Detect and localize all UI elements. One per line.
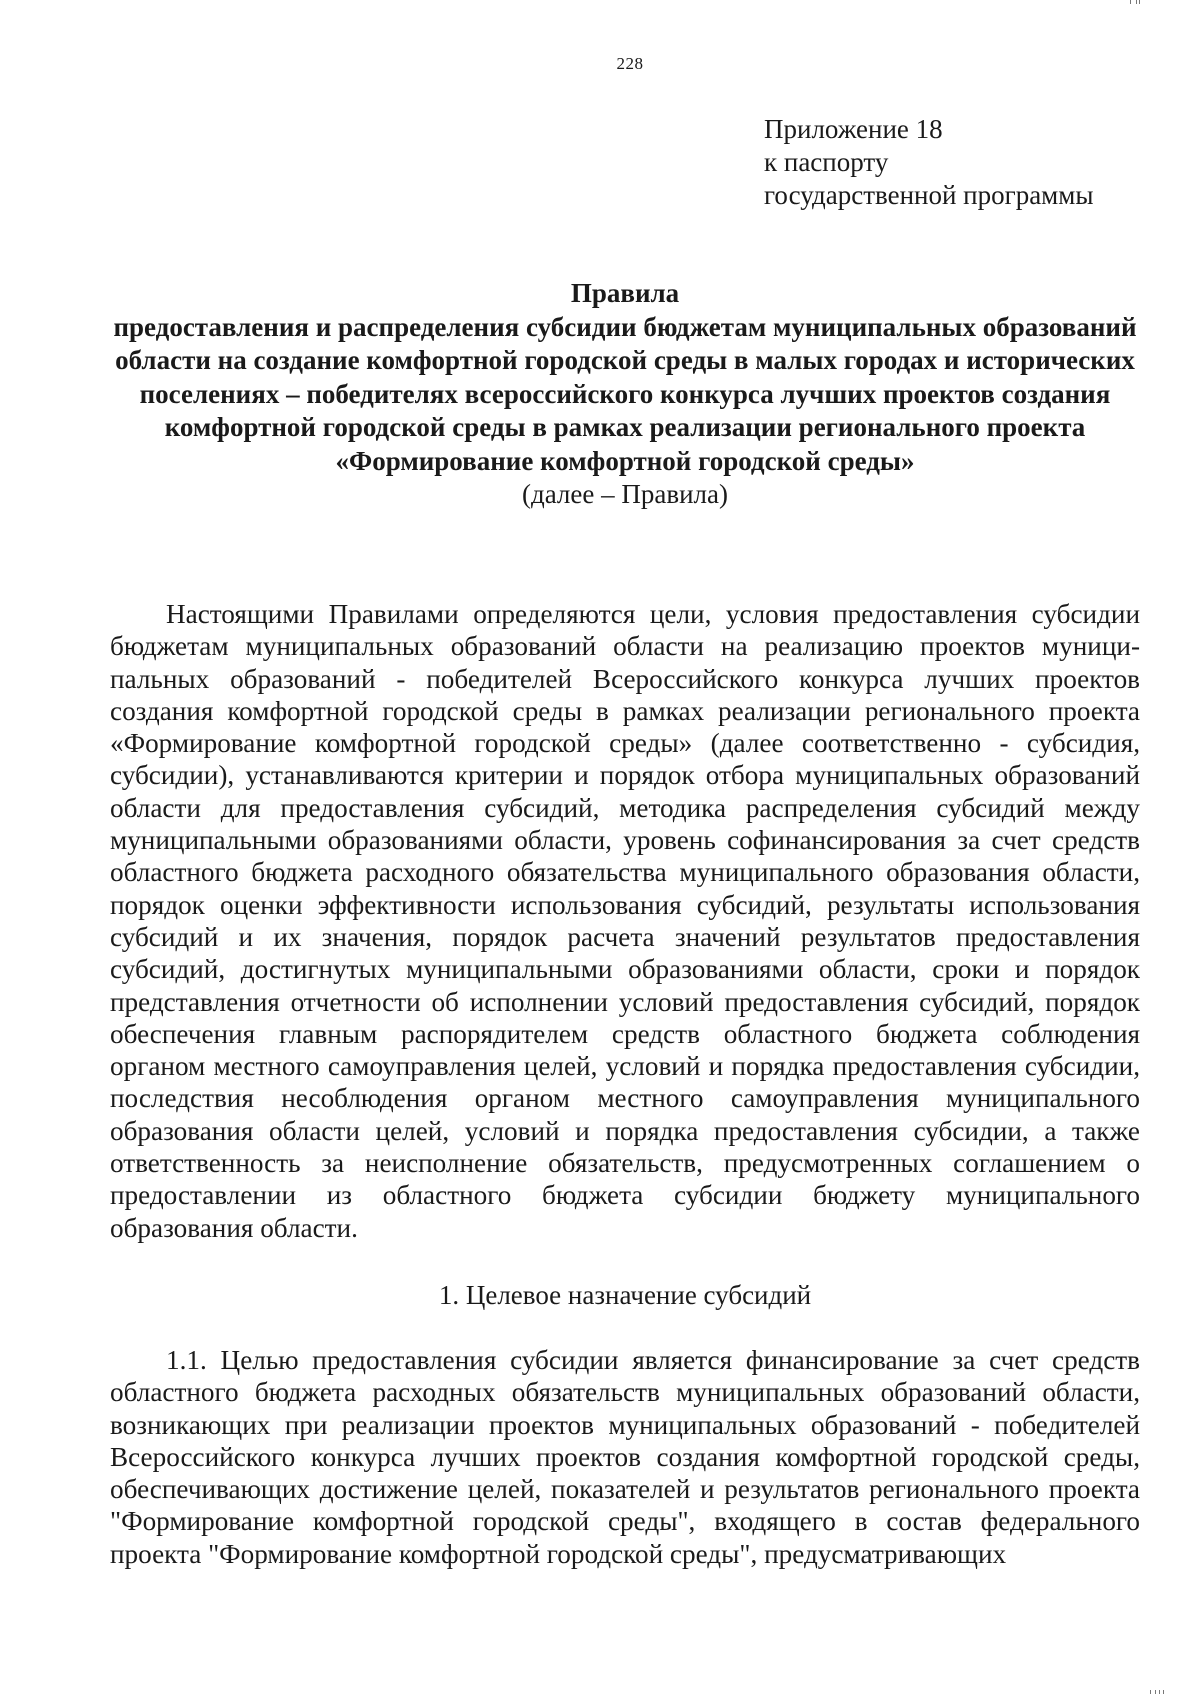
clause-1-1: 1.1. Целью предоставления субсидии является финансирование за счет средств областного бюджета расходных обязательств муниципальных образований области, возникающих при реализации проектов муниципальных образований - победителей Всероссийского конкурса лучших проектов создания комфортной городской среды, обеспечивающих достижение целей, показателей и результатов регионального проекта "Формирование комфортной городской среды", входящего в состав федерального проекта "Формирование комфортной городской среды", предусматривающих bbox=[110, 1345, 1140, 1569]
section-heading-1: 1. Целевое назначение субсидий bbox=[438, 1280, 812, 1310]
scan-artifact bbox=[1130, 0, 1131, 4]
appendix-line-2: к паспорту bbox=[764, 147, 889, 177]
title-short-name: (далее – Правила) bbox=[521, 479, 729, 509]
title-heading: Правила bbox=[570, 278, 680, 308]
clause-section bbox=[110, 1344, 1140, 1570]
appendix-reference bbox=[764, 113, 1094, 212]
scan-artifact bbox=[1163, 1690, 1164, 1694]
appendix-line-3: государственной программы bbox=[764, 180, 1094, 210]
scan-artifact bbox=[1159, 1690, 1160, 1694]
page-number: 228 bbox=[616, 54, 644, 73]
intro-section bbox=[110, 598, 1140, 1244]
scan-artifact bbox=[1136, 0, 1137, 4]
appendix-line-1: Приложение 18 bbox=[764, 114, 943, 144]
document-title bbox=[110, 277, 1140, 512]
title-subtitle: предоставления и распределения субсидии бюджетам муниципальных образований области на создание комфортной городской среды в малых городах и исторических поселениях – победителях всероссийского конкурса лучших проектов создания комфортной городской среды в рамках реализации регионального проекта «Формирование комфортной городской среды» bbox=[113, 311, 1137, 476]
scan-artifact bbox=[1139, 0, 1140, 4]
scan-artifact bbox=[1155, 1690, 1156, 1694]
scan-artifact bbox=[1150, 1690, 1151, 1694]
intro-paragraph: Настоящими Правилами определяются цели, условия предоставления субсидии бюджетам муниципальных образований области на реализацию проектов муниципальных образований - победителей Всероссийского конкурса лучших проектов создания комфортной городской среды в рамках реализации регионального проекта «Формирование комфортной городской среды» (далее соответственно - субсидия, субсидии), устанавливаются критерии и порядок отбора муниципальных образований области для предоставления субсидий, методика распределения субсидий между муниципальными образованиями области, уровень софинансирования за счет средств областного бюджета расходного обязательства муниципального образования области, порядок оценки эффективности использования субсидий, результаты использования субсидий и их значения, порядок расчета значений результатов предоставления субсидий, достигнутых муниципальными образованиями области, сроки и порядок представления отчетности об исполнении условий предоставления субсидий, порядок обеспечения главным распорядителем средств областного бюджета соблюдения органом местного самоуправления целей, условий и порядка предоставления субсидии, последствия несоблюдения органом местного самоуправления муниципального образования области целей, условий и порядка предоставления субсидии, а также ответственность за неисполнение обязательств, предусмотренных соглашением о предоставлении из областного бюджета субсидии бюджету муниципального образования области. bbox=[110, 599, 1140, 1243]
